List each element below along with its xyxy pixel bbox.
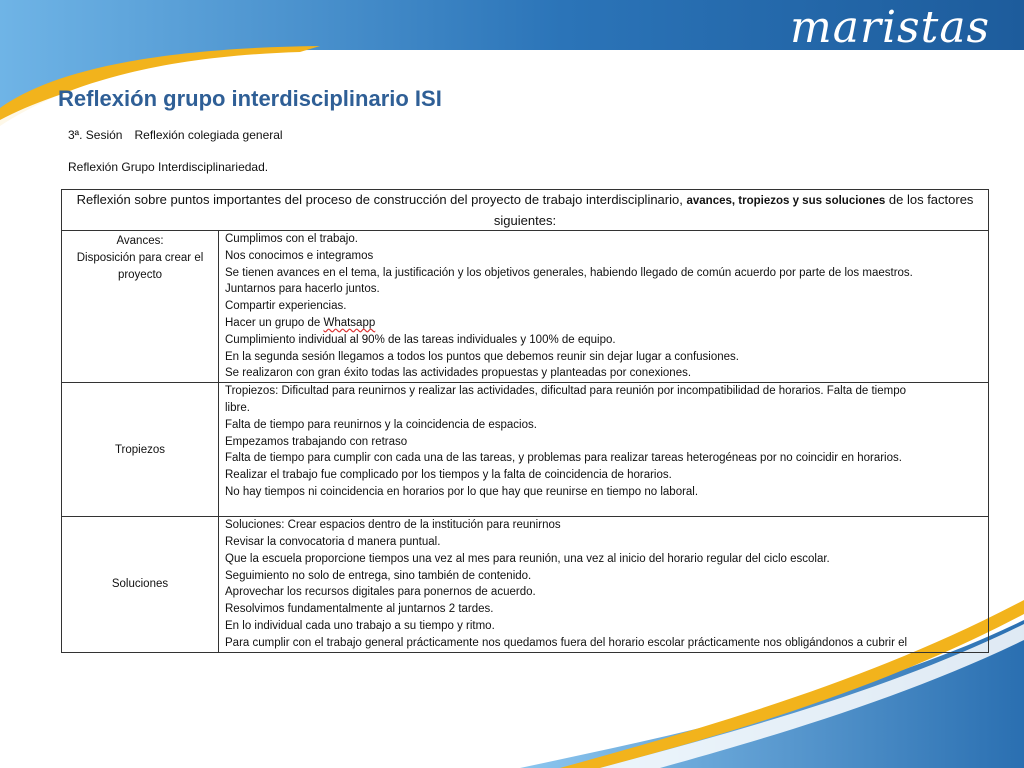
row-label: Soluciones bbox=[62, 517, 219, 652]
list-item: Hacer un grupo de Whatsapp bbox=[225, 316, 376, 329]
table-row-soluciones bbox=[62, 517, 989, 652]
list-item: Falta de tiempo para cumplir con cada una de las tareas, y problemas para realizar tareas heterogéneas por no coincidir en horarios. bbox=[225, 452, 902, 465]
list-item: Cumplimos con el trabajo. bbox=[225, 233, 358, 245]
list-item: Para cumplir con el trabajo general prácticamente nos quedamos fuera del horario escolar prácticamente nos obligándonos a cubrir el bbox=[225, 636, 908, 649]
session-line bbox=[68, 128, 283, 142]
list-item: Cumplimiento individual al 90% de las tareas individuales y 100% de equipo. bbox=[225, 333, 616, 346]
list-item: No hay tiempos ni coincidencia en horarios por lo que hay que reunirse en tiempo no laboral. bbox=[225, 485, 699, 498]
session-topic: Reflexión colegiada general bbox=[134, 128, 283, 142]
list-item: Resolvimos fundamentalmente al juntarnos 2 tardes. bbox=[225, 603, 494, 616]
table-row-tropiezos bbox=[62, 383, 989, 517]
list-item: En lo individual cada uno trabajo a su tiempo y ritmo. bbox=[225, 619, 495, 632]
list-item: libre. bbox=[225, 401, 250, 414]
reflection-table bbox=[61, 189, 989, 653]
row-label: Tropiezos bbox=[62, 383, 219, 517]
whatsapp-word: Whatsapp bbox=[323, 316, 376, 329]
list-item: Revisar la convocatoria d manera puntual. bbox=[225, 535, 441, 548]
row-label: Avances: Disposición para crear el proyecto bbox=[62, 231, 219, 383]
list-item: Se tienen avances en el tema, la justificación y los objetivos generales, habiendo llegado de común acuerdo por parte de los maestros. bbox=[225, 266, 913, 279]
list-item: Seguimiento no solo de entrega, sino también de contenido. bbox=[225, 569, 532, 582]
section-subtitle: Reflexión Grupo Interdisciplinariedad. bbox=[68, 160, 269, 174]
list-item: Realizar el trabajo fue complicado por los tiempos y la falta de coincidencia de horarios. bbox=[225, 469, 672, 482]
row-content bbox=[219, 231, 989, 383]
list-item: En la segunda sesión llegamos a todos los puntos que debemos reunir sin dejar lugar a confusiones. bbox=[225, 350, 739, 363]
table-header-row bbox=[62, 190, 989, 231]
list-item: Que la escuela proporcione tiempos una vez al mes para reunión, una vez al inicio del horario regular del ciclo escolar. bbox=[225, 552, 830, 565]
row-content bbox=[219, 517, 989, 652]
list-item: Compartir experiencias. bbox=[225, 300, 347, 313]
header-bold: avances, tropiezos y sus soluciones bbox=[686, 195, 886, 207]
list-item: Empezamos trabajando con retraso bbox=[225, 435, 408, 448]
list-item: Aprovechar los recursos digitales para ponernos de acuerdo. bbox=[225, 586, 536, 599]
maristas-logo: maristas bbox=[790, 2, 991, 53]
slide-title: Reflexión grupo interdisciplinario ISI bbox=[58, 86, 442, 111]
session-number: 3ª. Sesión bbox=[68, 128, 123, 142]
list-item: Juntarnos para hacerlo juntos. bbox=[225, 283, 380, 296]
list-item: Nos conocimos e integramos bbox=[225, 249, 374, 262]
list-item: Falta de tiempo para reunirnos y la coincidencia de espacios. bbox=[225, 418, 537, 431]
list-item: Se realizaron con gran éxito todas las actividades propuestas y planteadas por conexiones. bbox=[225, 367, 692, 380]
row-content bbox=[219, 383, 989, 517]
list-item: Soluciones: Crear espacios dentro de la institución para reunirnos bbox=[225, 519, 561, 532]
table-row-avances bbox=[62, 231, 989, 383]
list-item: Tropiezos: Dificultad para reunirnos y realizar las actividades, dificultad para reunión por incompatibilidad de horarios. Falta de tiempo bbox=[225, 385, 906, 398]
table-header: Reflexión sobre puntos importantes del proceso de construcción del proyecto de trabajo interdisciplinario, avances, tropiezos y sus soluciones de los factores siguientes: bbox=[62, 190, 989, 231]
